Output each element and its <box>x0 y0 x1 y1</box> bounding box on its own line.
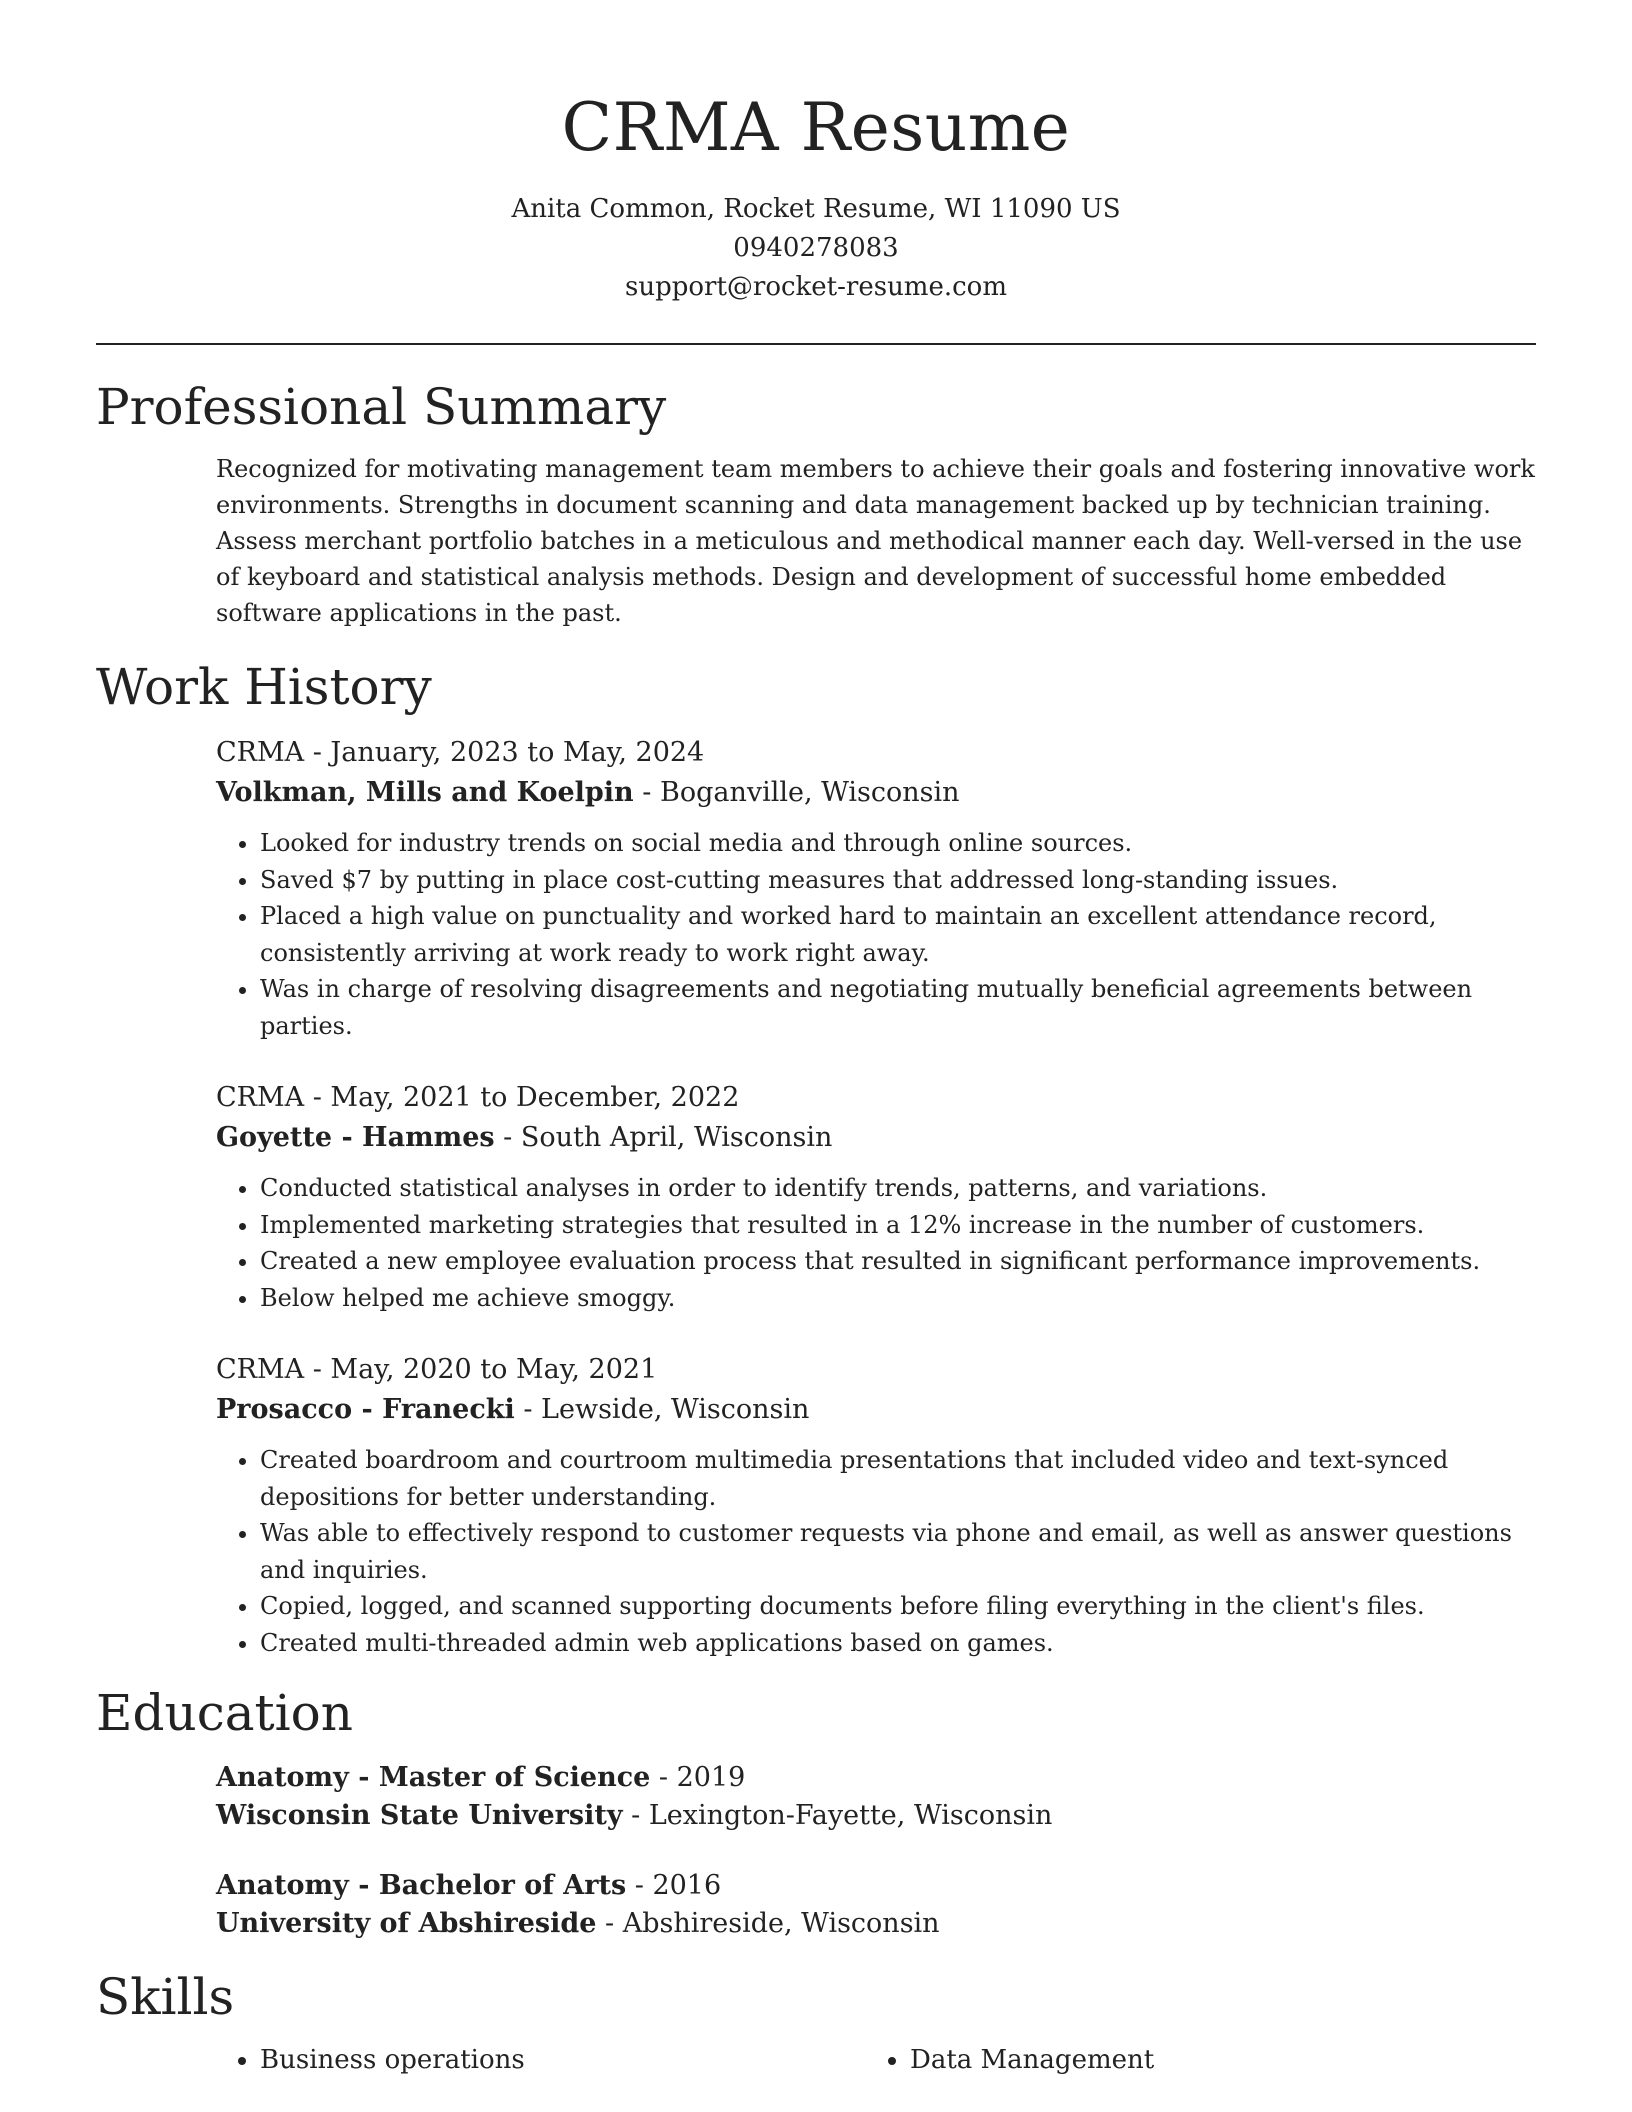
job-company: Goyette - Hammes <box>216 1122 495 1153</box>
job-title-dates: CRMA - January, 2023 to May, 2024 <box>216 737 705 768</box>
skills-column-left <box>216 2041 866 2079</box>
job-entry <box>216 1350 1536 1661</box>
job-bullet: • Created multi-threaded admin web applications based on games. <box>260 1625 1536 1662</box>
section-title-summary: Professional Summary <box>96 378 667 436</box>
education-location: - Abshireside, Wisconsin <box>596 1908 940 1939</box>
education-year: - 2016 <box>626 1870 722 1901</box>
resume-name: CRMA Resume <box>561 89 1071 166</box>
education-school-line <box>216 1905 1536 1943</box>
education-list <box>216 1759 1536 1943</box>
summary-text: Recognized for motivating management team members to achieve their goals and fostering innovative work environments. Strengths in document scanning and data management backed up by technician training. Assess merchant portfolio batches in a meticulous and methodical manner each day. Well-versed in the use of keyboard and statistical analysis methods. Design and development of successful home embedded software applications in the past. <box>216 455 1535 627</box>
job-company-location <box>216 1390 1536 1430</box>
education-location: - Lexington-Fayette, Wisconsin <box>622 1800 1053 1831</box>
job-bullet: • Was in charge of resolving disagreements and negotiating mutually beneficial agreements between parties. <box>260 971 1536 1044</box>
education-school-line <box>216 1797 1536 1835</box>
job-bullet: • Created boardroom and courtroom multimedia presentations that included video and text-synced depositions for better understanding. <box>260 1442 1536 1515</box>
skills-list <box>216 2041 1536 2079</box>
job-bullets <box>216 1442 1536 1661</box>
education-entry <box>216 1867 1536 1943</box>
contact-address: Anita Common, Rocket Resume, WI 11090 US <box>511 194 1121 224</box>
job-company: Prosacco - Franecki <box>216 1394 515 1425</box>
skill-item: • Business operations <box>260 2041 866 2079</box>
skills-column-right <box>866 2041 1516 2079</box>
job-bullet: • Conducted statistical analyses in order to identify trends, patterns, and variations. <box>260 1170 1536 1207</box>
job-entry <box>216 1078 1536 1316</box>
skill-item: • Data Management <box>910 2041 1516 2079</box>
education-degree-line <box>216 1867 1536 1905</box>
job-bullet: • Saved $7 by putting in place cost-cutting measures that addressed long-standing issues. <box>260 862 1536 899</box>
education-degree: Anatomy - Master of Science <box>216 1762 651 1793</box>
job-bullet: • Looked for industry trends on social media and through online sources. <box>260 825 1536 862</box>
job-location: - South April, Wisconsin <box>494 1122 833 1153</box>
job-entry <box>216 733 1536 1044</box>
education-year: - 2019 <box>650 1762 746 1793</box>
job-bullets <box>216 1170 1536 1316</box>
contact-info <box>96 190 1536 307</box>
work-history-list <box>216 733 1536 1661</box>
education-school: University of Abshireside <box>216 1908 597 1939</box>
section-title-skills: Skills <box>96 1968 235 2026</box>
job-location: - Lewside, Wisconsin <box>514 1394 810 1425</box>
education-degree-line <box>216 1759 1536 1797</box>
job-bullets <box>216 825 1536 1044</box>
education-school: Wisconsin State University <box>216 1800 623 1831</box>
education-entry <box>216 1759 1536 1835</box>
job-title-dates: CRMA - May, 2021 to December, 2022 <box>216 1082 740 1113</box>
job-bullet: • Created a new employee evaluation process that resulted in significant performance improvements. <box>260 1243 1536 1280</box>
job-company: Volkman, Mills and Koelpin <box>216 777 634 808</box>
job-bullet: • Was able to effectively respond to customer requests via phone and email, as well as answer questions and inquiries. <box>260 1515 1536 1588</box>
contact-email: support@rocket-resume.com <box>624 272 1007 302</box>
job-bullet: • Placed a high value on punctuality and worked hard to maintain an excellent attendance record, consistently arriving at work ready to work right away. <box>260 898 1536 971</box>
resume-header <box>96 0 1536 307</box>
contact-phone: 0940278083 <box>733 233 899 263</box>
header-divider <box>96 343 1536 345</box>
section-title-work-history: Work History <box>96 658 432 716</box>
job-company-location <box>216 773 1536 813</box>
job-bullet: • Below helped me achieve smoggy. <box>260 1280 1536 1317</box>
education-degree: Anatomy - Bachelor of Arts <box>216 1870 627 1901</box>
job-company-location <box>216 1118 1536 1158</box>
section-title-education: Education <box>96 1684 353 1742</box>
job-bullet: • Copied, logged, and scanned supporting documents before filing everything in the client's files. <box>260 1588 1536 1625</box>
job-location: - Boganville, Wisconsin <box>633 777 960 808</box>
job-title-dates: CRMA - May, 2020 to May, 2021 <box>216 1354 658 1385</box>
job-bullet: • Implemented marketing strategies that resulted in a 12% increase in the number of customers. <box>260 1207 1536 1244</box>
